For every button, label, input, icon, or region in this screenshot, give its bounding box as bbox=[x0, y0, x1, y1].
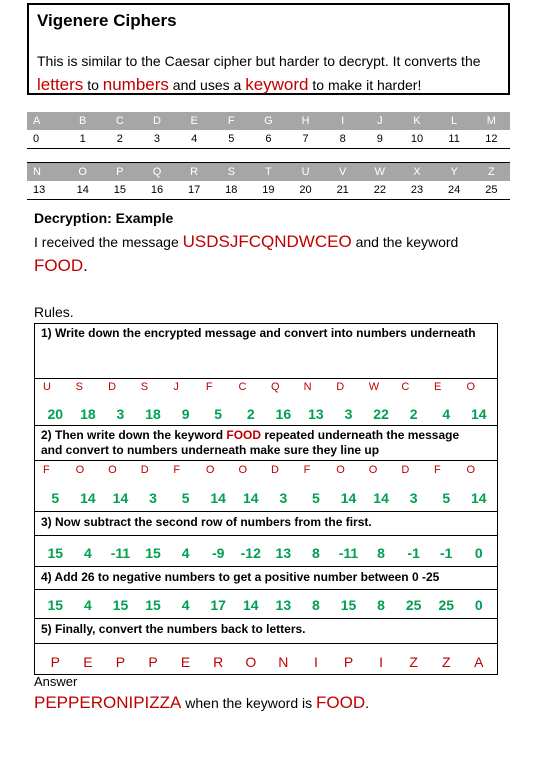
key-number: 5 bbox=[51, 490, 60, 506]
difference-number: -1 bbox=[440, 545, 453, 561]
alphabet-number: 6 bbox=[250, 130, 287, 149]
key-number: 14 bbox=[242, 490, 259, 506]
alphabet-letter: U bbox=[287, 163, 324, 181]
cipher-number: 3 bbox=[116, 406, 125, 422]
key-letter: O bbox=[466, 464, 476, 476]
positive-number: 15 bbox=[145, 597, 161, 613]
positive-number: 17 bbox=[210, 597, 226, 613]
plaintext-letter: E bbox=[180, 654, 191, 670]
word-to: to bbox=[87, 77, 99, 93]
cipher-letter: D bbox=[108, 381, 117, 393]
page-title: Vigenere Ciphers bbox=[37, 11, 177, 30]
cipher-number: 13 bbox=[308, 406, 324, 422]
alphabet-number: 0 bbox=[27, 130, 64, 149]
cipher-letter: C bbox=[401, 381, 410, 393]
alphabet-letter: E bbox=[176, 112, 213, 130]
cipher-number: 3 bbox=[344, 406, 353, 422]
answer-label: Answer bbox=[34, 674, 78, 689]
answer-keyword: FOOD bbox=[316, 693, 366, 712]
difference-number: 4 bbox=[83, 545, 92, 561]
word-numbers: numbers bbox=[102, 75, 169, 94]
alphabet-letter: S bbox=[213, 163, 250, 181]
cipher-letter: D bbox=[336, 381, 345, 393]
key-number: 14 bbox=[210, 490, 226, 506]
step-5-text: 5) Finally, convert the numbers back to letters. bbox=[41, 622, 306, 636]
answer-word: PEPPERONIPIZZA bbox=[34, 693, 182, 712]
key-letter: O bbox=[75, 464, 85, 476]
word-rest: to make it harder! bbox=[312, 77, 422, 93]
divider bbox=[35, 460, 497, 461]
alphabet-number: 18 bbox=[213, 181, 250, 200]
alphabet-number: 9 bbox=[361, 130, 398, 149]
difference-number: 15 bbox=[145, 545, 161, 561]
alphabet-letter: M bbox=[473, 112, 510, 130]
alphabet-letter: B bbox=[64, 112, 101, 130]
alphabet-number: 1 bbox=[64, 130, 101, 149]
key-number: 14 bbox=[471, 490, 487, 506]
positive-number: 4 bbox=[181, 597, 190, 613]
cipher-number: 4 bbox=[442, 406, 451, 422]
alphabet-number: 7 bbox=[287, 130, 324, 149]
positive-number: 25 bbox=[405, 597, 422, 613]
alphabet-letter: O bbox=[64, 163, 101, 181]
step-2c: and convert to numbers underneath make sure they line up bbox=[41, 443, 380, 457]
cipher-letter: F bbox=[205, 381, 213, 393]
key-number: 3 bbox=[149, 490, 157, 506]
alphabet-number: 20 bbox=[287, 181, 324, 200]
difference-number: -1 bbox=[407, 545, 420, 561]
decryption-heading: Decryption: Example bbox=[34, 210, 174, 226]
plaintext-letter: P bbox=[115, 654, 126, 670]
positive-number: 4 bbox=[83, 597, 92, 613]
difference-number: 0 bbox=[474, 545, 483, 561]
cipher-letter: O bbox=[466, 381, 476, 393]
alphabet-letter: J bbox=[361, 112, 398, 130]
alphabet-table-1 bbox=[27, 112, 510, 149]
difference-number: 8 bbox=[312, 545, 320, 561]
word-keyword: keyword bbox=[245, 75, 309, 94]
difference-number: 15 bbox=[47, 545, 64, 561]
difference-number: -9 bbox=[211, 545, 225, 561]
alphabet-letter: V bbox=[324, 163, 361, 181]
positive-number: 0 bbox=[474, 597, 483, 613]
alphabet-letter: T bbox=[250, 163, 287, 181]
alphabet-number: 2 bbox=[101, 130, 138, 149]
positive-number: 8 bbox=[377, 597, 385, 613]
plaintext-letter: O bbox=[245, 654, 257, 670]
cipher-letter: C bbox=[238, 381, 247, 393]
key-number: 5 bbox=[312, 490, 320, 506]
word-and-uses: and uses a bbox=[172, 77, 242, 93]
intro-line-1: This is similar to the Caesar cipher but harder to decrypt. It converts the bbox=[37, 53, 481, 69]
plaintext-letter: P bbox=[50, 654, 60, 670]
alphabet-letter: W bbox=[361, 163, 398, 181]
difference-number: 8 bbox=[377, 545, 385, 561]
cipher-number: 18 bbox=[80, 406, 96, 422]
step-2-text bbox=[41, 428, 459, 458]
cipher-letter: U bbox=[43, 381, 51, 393]
alphabet-number: 17 bbox=[176, 181, 213, 200]
plaintext-letter: P bbox=[148, 654, 158, 670]
intro-line-2 bbox=[37, 75, 421, 95]
step-2-keyword: FOOD bbox=[226, 428, 262, 442]
cipher-number: 2 bbox=[246, 406, 255, 422]
alphabet-number: 8 bbox=[324, 130, 361, 149]
alphabet-letter: C bbox=[101, 112, 138, 130]
key-letter: O bbox=[238, 464, 248, 476]
alphabet-number: 25 bbox=[473, 181, 510, 200]
cipher-letter: S bbox=[140, 381, 149, 393]
alphabet-number: 4 bbox=[176, 130, 213, 149]
positive-row bbox=[39, 597, 495, 613]
cipher-number: 5 bbox=[214, 406, 223, 422]
alphabet-number: 16 bbox=[138, 181, 175, 200]
key-letter: O bbox=[368, 464, 378, 476]
divider bbox=[35, 535, 497, 536]
alphabet-letter: R bbox=[176, 163, 213, 181]
cipher-number: 18 bbox=[145, 406, 161, 422]
decryption-line-2 bbox=[34, 256, 88, 276]
steps-box bbox=[34, 323, 498, 675]
encrypted-message: USDSJFCQNDWCEO bbox=[182, 232, 352, 251]
step-1-text: 1) Write down the encrypted message and convert into numbers underneath bbox=[41, 326, 476, 340]
plaintext-row bbox=[39, 654, 495, 670]
and-keyword-text: and the keyword bbox=[355, 234, 459, 250]
alphabet-letter: G bbox=[250, 112, 287, 130]
cipher-number: 9 bbox=[181, 406, 190, 422]
alphabet-number: 10 bbox=[398, 130, 435, 149]
difference-number: 4 bbox=[181, 545, 190, 561]
key-number: 3 bbox=[279, 490, 288, 506]
alphabet-number: 23 bbox=[398, 181, 435, 200]
divider bbox=[35, 643, 497, 644]
cipher-letter: E bbox=[433, 381, 442, 393]
title-box bbox=[27, 3, 510, 95]
answer-mid: when the keyword is bbox=[185, 695, 313, 711]
decryption-line-1 bbox=[34, 232, 458, 252]
cipher-letter: W bbox=[368, 381, 380, 393]
cipher-letter: N bbox=[303, 381, 312, 393]
alphabet-letter: F bbox=[213, 112, 250, 130]
key-letter: D bbox=[271, 464, 279, 476]
alphabet-number: 14 bbox=[64, 181, 101, 200]
alphabet-gap bbox=[27, 149, 510, 163]
key-letter: F bbox=[43, 464, 50, 476]
alphabet-letter: Q bbox=[138, 163, 175, 181]
decryption-period: . bbox=[83, 256, 88, 275]
plaintext-letter: R bbox=[213, 654, 224, 670]
answer-period: . bbox=[365, 695, 369, 711]
key-number: 5 bbox=[442, 490, 451, 506]
plaintext-letter: N bbox=[278, 654, 289, 670]
positive-number: 15 bbox=[340, 597, 357, 613]
key-letters-row bbox=[39, 464, 495, 476]
alphabet-letter: D bbox=[138, 112, 175, 130]
difference-row bbox=[39, 545, 495, 561]
plaintext-letter: I bbox=[313, 654, 318, 670]
alphabet-number: 11 bbox=[436, 130, 473, 149]
alphabet-letter: I bbox=[324, 112, 361, 130]
key-number: 14 bbox=[373, 490, 389, 506]
positive-number: 15 bbox=[112, 597, 129, 613]
alphabet-letter: L bbox=[436, 112, 473, 130]
step-3-text: 3) Now subtract the second row of numbers from the first. bbox=[41, 515, 372, 529]
answer-line bbox=[34, 693, 369, 713]
alphabet-letter: H bbox=[287, 112, 324, 130]
positive-number: 15 bbox=[47, 597, 64, 613]
difference-number: -12 bbox=[240, 545, 261, 561]
divider bbox=[35, 618, 497, 619]
step-4-text: 4) Add 26 to negative numbers to get a positive number between 0 -25 bbox=[41, 570, 440, 584]
key-number: 14 bbox=[80, 490, 96, 506]
key-letter: F bbox=[173, 464, 181, 476]
positive-number: 13 bbox=[275, 597, 292, 613]
received-text: I received the message bbox=[34, 234, 179, 250]
plaintext-letter: E bbox=[83, 654, 93, 670]
key-letter: O bbox=[205, 464, 215, 476]
step-2b: repeated underneath the message bbox=[264, 428, 460, 442]
alphabet-number: 12 bbox=[473, 130, 510, 149]
plaintext-letter: A bbox=[474, 654, 484, 670]
divider bbox=[35, 511, 497, 512]
alphabet-number: 19 bbox=[250, 181, 287, 200]
key-number: 5 bbox=[181, 490, 190, 506]
positive-number: 25 bbox=[438, 597, 455, 613]
alphabet-number: 22 bbox=[361, 181, 398, 200]
alphabet-letter: K bbox=[398, 112, 435, 130]
difference-number: 13 bbox=[275, 545, 292, 561]
positive-number: 8 bbox=[312, 597, 320, 613]
alphabet-table-2 bbox=[27, 163, 510, 200]
cipher-number: 22 bbox=[373, 406, 389, 422]
cipher-number: 16 bbox=[275, 406, 292, 422]
alphabet-letter: X bbox=[398, 163, 435, 181]
alphabet-number: 24 bbox=[436, 181, 473, 200]
key-letter: F bbox=[433, 464, 441, 476]
cipher-number: 14 bbox=[471, 406, 487, 422]
decryption-keyword: FOOD bbox=[34, 256, 84, 275]
cipher-number: 2 bbox=[409, 406, 418, 422]
alphabet-letter: A bbox=[27, 112, 64, 130]
plaintext-letter: P bbox=[343, 654, 354, 670]
divider bbox=[35, 378, 497, 379]
alphabet-letter: N bbox=[27, 163, 64, 181]
positive-number: 14 bbox=[242, 597, 259, 613]
alphabet-letter: Y bbox=[436, 163, 473, 181]
key-numbers-row bbox=[39, 490, 495, 506]
cipher-letter: J bbox=[173, 381, 179, 393]
cipher-letters-row bbox=[39, 381, 495, 393]
alphabet-number: 21 bbox=[324, 181, 361, 200]
key-number: 14 bbox=[340, 490, 357, 506]
step-2a: 2) Then write down the keyword bbox=[41, 428, 224, 442]
cipher-numbers-row bbox=[39, 406, 495, 422]
alphabet-number: 3 bbox=[138, 130, 175, 149]
difference-number: -11 bbox=[338, 545, 359, 561]
key-letter: O bbox=[108, 464, 117, 476]
plaintext-letter: Z bbox=[441, 654, 451, 670]
alphabet-number: 5 bbox=[213, 130, 250, 149]
alphabet-number: 15 bbox=[101, 181, 138, 200]
cipher-letter: S bbox=[75, 381, 83, 393]
divider bbox=[35, 425, 497, 426]
key-letter: F bbox=[303, 464, 311, 476]
plaintext-letter: I bbox=[379, 654, 384, 670]
key-letter: D bbox=[140, 464, 149, 476]
divider bbox=[35, 566, 497, 567]
difference-number: -11 bbox=[110, 545, 131, 561]
cipher-letter: Q bbox=[271, 381, 280, 393]
cipher-number: 20 bbox=[47, 406, 64, 422]
alphabet-number: 13 bbox=[27, 181, 64, 200]
plaintext-letter: Z bbox=[409, 654, 418, 670]
key-number: 3 bbox=[409, 490, 418, 506]
word-letters: letters bbox=[37, 75, 84, 94]
rules-label: Rules. bbox=[34, 304, 74, 320]
key-letter: D bbox=[401, 464, 410, 476]
divider bbox=[35, 589, 497, 590]
alphabet-letter: Z bbox=[473, 163, 510, 181]
key-number: 14 bbox=[112, 490, 129, 506]
alphabet-letter: P bbox=[101, 163, 138, 181]
key-letter: O bbox=[336, 464, 345, 476]
